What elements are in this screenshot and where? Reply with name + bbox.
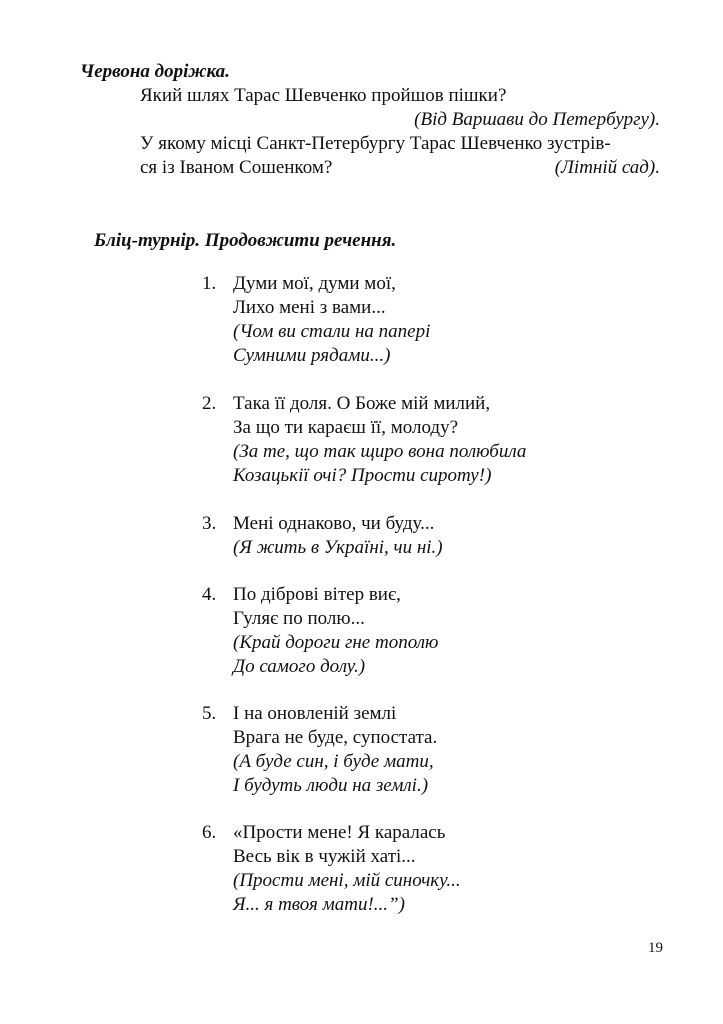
item-answer-line: Козацькії очі? Прости сироту!) — [233, 465, 492, 486]
item-answer-line: До самого долу.) — [233, 656, 366, 677]
page-number: 19 — [648, 940, 663, 956]
item-answer-line: (Чом ви стали на папері — [233, 321, 431, 342]
item-text-line: «Прости мене! Я каралась — [233, 822, 446, 843]
item-text-line: Мені однаково, чи буду... — [233, 513, 435, 534]
item-text-line: Думи мої, думи мої, — [233, 273, 396, 294]
item-text-line: Така її доля. О Боже мій милий, — [233, 393, 491, 414]
item-text-line: Весь вік в чужій хаті... — [233, 846, 416, 867]
item-answer-line: (А буде син, і буде мати, — [233, 751, 434, 772]
item-text-line: Гуляє по полю... — [233, 608, 365, 629]
item-answer-line: (Край дороги гне тополю — [233, 632, 439, 653]
item-text-line: І на оновленій землі — [233, 703, 397, 724]
item-number: 4. — [202, 584, 217, 605]
item-number: 1. — [202, 273, 217, 294]
item-text-line: Лихо мені з вами... — [233, 297, 386, 318]
item-text-line: За що ти караєш її, молоду? — [233, 417, 459, 438]
item-number: 6. — [202, 822, 217, 843]
item-answer-line: (Я жить в Україні, чи ні.) — [233, 537, 443, 558]
item-answer-line: (Прости мені, мій синочку... — [233, 870, 461, 891]
section-title-red-carpet: Червона доріжка. — [80, 61, 230, 82]
answer-2: (Літній сад). — [554, 157, 660, 178]
item-text-line: Врага не буде, супостата. — [233, 727, 438, 748]
section-title-blitz-tournament: Бліц-турнір. Продовжити речення. — [94, 230, 397, 251]
item-number: 5. — [202, 703, 217, 724]
item-answer-line: Сумними рядами...) — [233, 345, 391, 366]
item-answer-line: (За те, що так щиро вона полюбила — [233, 441, 527, 462]
item-number: 3. — [202, 513, 217, 534]
answer-1: (Від Варшави до Петербургу). — [414, 109, 660, 130]
item-answer-line: Я... я твоя мати!...”) — [233, 894, 405, 915]
question-1: Який шлях Тарас Шевченко пройшов пішки? — [140, 85, 507, 106]
question-2-line-2: ся із Іваном Сошенком? — [140, 157, 333, 178]
question-2-line-1: У якому місці Санкт-Петербургу Тарас Шевченко зустрів- — [140, 133, 611, 154]
item-answer-line: І будуть люди на землі.) — [233, 775, 429, 796]
item-number: 2. — [202, 393, 217, 414]
item-text-line: По діброві вітер виє, — [233, 584, 401, 605]
